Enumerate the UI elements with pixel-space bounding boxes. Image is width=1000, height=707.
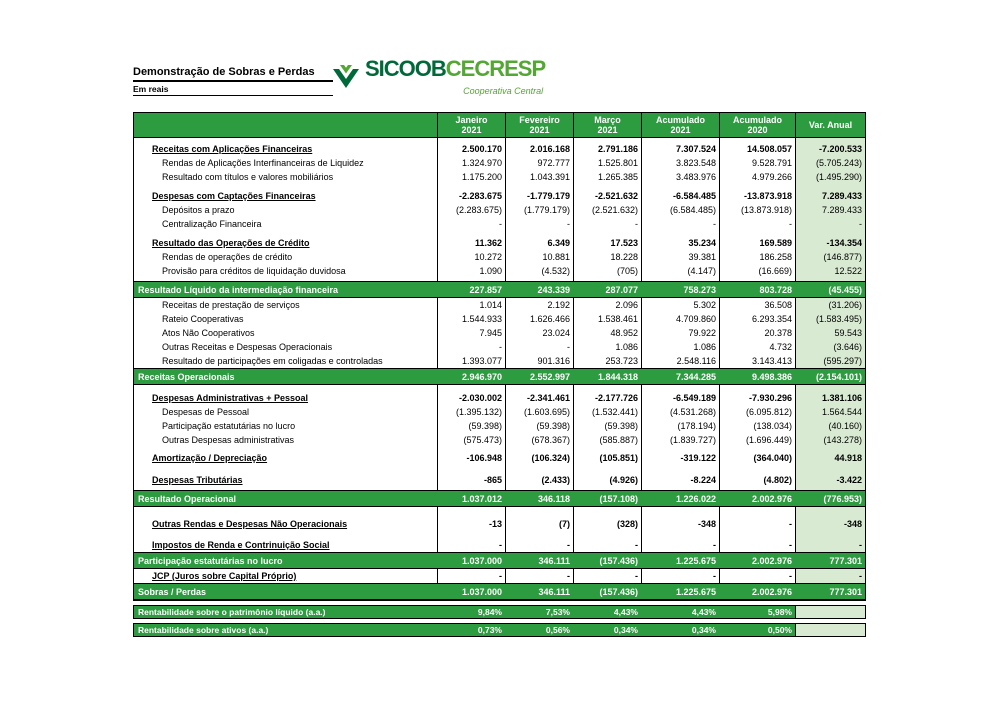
row-label: Amortização / Depreciação bbox=[152, 453, 268, 463]
cell: (157.436) bbox=[599, 587, 638, 597]
cell: 2.548.116 bbox=[641, 354, 719, 368]
cell: 0,34% bbox=[691, 625, 716, 635]
header-empty-cell bbox=[134, 113, 437, 137]
cell: 2.552.997 bbox=[529, 372, 570, 382]
cell bbox=[505, 487, 573, 490]
section-row bbox=[134, 538, 865, 552]
row-label: JCP (Juros sobre Capital Próprio) bbox=[152, 571, 297, 581]
cell bbox=[573, 278, 641, 281]
cell bbox=[641, 531, 719, 538]
cell: 7,53% bbox=[545, 607, 570, 617]
item-row bbox=[134, 264, 865, 278]
cell: (1.603.695) bbox=[505, 405, 573, 419]
cell: 972.777 bbox=[505, 156, 573, 170]
cell: 9.528.791 bbox=[719, 156, 795, 170]
cell: (13.873.918) bbox=[719, 203, 795, 217]
cell: (328) bbox=[573, 517, 641, 531]
band-row bbox=[134, 368, 865, 385]
cell: -6.584.485 bbox=[641, 189, 719, 203]
cell: 3.823.548 bbox=[641, 156, 719, 170]
row-label: Provisão para créditos de liquidação duvidosa bbox=[162, 266, 346, 276]
cell: 36.508 bbox=[719, 298, 795, 312]
row-label: Receitas de prestação de serviços bbox=[162, 300, 300, 310]
cell: 1.037.012 bbox=[461, 494, 502, 504]
cell bbox=[573, 507, 641, 517]
cell: -319.122 bbox=[641, 451, 719, 465]
cell bbox=[505, 278, 573, 281]
cell: 44.918 bbox=[795, 451, 865, 465]
row-label: Rentabilidade sobre ativos (a.a.) bbox=[138, 625, 269, 635]
cell: 777.301 bbox=[829, 587, 862, 597]
cell: 4,43% bbox=[613, 607, 638, 617]
cell: 2.016.168 bbox=[505, 142, 573, 156]
logo-tagline: Cooperativa Central bbox=[463, 86, 544, 96]
cell: - bbox=[437, 217, 505, 231]
cell bbox=[719, 531, 795, 538]
cell: 2.002.976 bbox=[751, 494, 792, 504]
section-row bbox=[134, 451, 865, 465]
cell: 186.258 bbox=[719, 250, 795, 264]
cell: (1.696.449) bbox=[719, 433, 795, 447]
item-row bbox=[134, 312, 865, 326]
cell: (1.583.495) bbox=[795, 312, 865, 326]
cell: 20.378 bbox=[719, 326, 795, 340]
cell bbox=[719, 465, 795, 473]
cell: - bbox=[505, 569, 573, 583]
row-label bbox=[134, 531, 437, 538]
cell: -13.873.918 bbox=[719, 189, 795, 203]
cell bbox=[795, 531, 865, 538]
cell: (776.953) bbox=[823, 494, 862, 504]
cell: (5.705.243) bbox=[795, 156, 865, 170]
item-row bbox=[134, 217, 865, 231]
cell: 1.265.385 bbox=[573, 170, 641, 184]
cell: 39.381 bbox=[641, 250, 719, 264]
cell: (106.324) bbox=[505, 451, 573, 465]
cell: (59.398) bbox=[505, 419, 573, 433]
cell: 10.881 bbox=[505, 250, 573, 264]
row-label: Rendas de operações de crédito bbox=[162, 252, 293, 262]
cell: (1.779.179) bbox=[505, 203, 573, 217]
cell: 901.316 bbox=[505, 354, 573, 368]
cell: - bbox=[437, 538, 505, 552]
cell: (2.154.101) bbox=[815, 372, 862, 382]
spacer-row bbox=[134, 507, 865, 517]
cell: 1.226.022 bbox=[675, 494, 716, 504]
row-label: Participação estatutárias no lucro bbox=[162, 421, 296, 431]
cell: (2.283.675) bbox=[437, 203, 505, 217]
cell: 5.302 bbox=[641, 298, 719, 312]
ratio-row bbox=[133, 623, 866, 637]
cell: 7.307.524 bbox=[641, 142, 719, 156]
page-subtitle: Em reais bbox=[133, 82, 333, 96]
cell: 3.483.976 bbox=[641, 170, 719, 184]
cell: (585.887) bbox=[573, 433, 641, 447]
cell: (4.532) bbox=[505, 264, 573, 278]
cell: 4.979.266 bbox=[719, 170, 795, 184]
column-header: Janeiro 2021 bbox=[437, 113, 505, 137]
cell: (178.194) bbox=[641, 419, 719, 433]
cell: (45.455) bbox=[828, 285, 862, 295]
band-row bbox=[134, 583, 865, 600]
logo-wordmark bbox=[365, 58, 545, 102]
item-row bbox=[134, 250, 865, 264]
cell: (59.398) bbox=[573, 419, 641, 433]
cell: 7.289.433 bbox=[795, 203, 865, 217]
cell: 0,34% bbox=[613, 625, 638, 635]
cell: 1.086 bbox=[573, 340, 641, 354]
cell: - bbox=[719, 538, 795, 552]
cell: 7.289.433 bbox=[795, 189, 865, 203]
item-row bbox=[134, 354, 865, 368]
table-header-row bbox=[134, 113, 865, 138]
cell: 5,98% bbox=[767, 607, 792, 617]
cell: -348 bbox=[795, 517, 865, 531]
column-header: Acumulado 2020 bbox=[719, 113, 795, 137]
spacer-row bbox=[134, 278, 865, 281]
cell: -106.948 bbox=[437, 451, 505, 465]
cell: (2.521.632) bbox=[573, 203, 641, 217]
row-label: Impostos de Renda e Contrinuição Social bbox=[152, 540, 330, 550]
band-row bbox=[134, 490, 865, 507]
cell: 1.538.461 bbox=[573, 312, 641, 326]
cell: 1.014 bbox=[437, 298, 505, 312]
row-label bbox=[134, 278, 437, 281]
cell bbox=[795, 487, 865, 490]
cell: 2.946.970 bbox=[461, 372, 502, 382]
row-label: Atos Não Cooperativos bbox=[162, 328, 255, 338]
cell: -2.521.632 bbox=[573, 189, 641, 203]
cell: - bbox=[505, 538, 573, 552]
band-row bbox=[134, 552, 865, 569]
cell: 2.002.976 bbox=[751, 587, 792, 597]
cell: - bbox=[719, 517, 795, 531]
item-row bbox=[134, 340, 865, 354]
cell: 1.225.675 bbox=[675, 587, 716, 597]
cell: (1.395.132) bbox=[437, 405, 505, 419]
ratio-row bbox=[133, 605, 866, 619]
cell: -6.549.189 bbox=[641, 391, 719, 405]
cell bbox=[437, 278, 505, 281]
band-row bbox=[134, 281, 865, 298]
row-label: Sobras / Perdas bbox=[138, 587, 207, 597]
cell bbox=[573, 531, 641, 538]
cell: (575.473) bbox=[437, 433, 505, 447]
spacer-row bbox=[134, 487, 865, 490]
cell: - bbox=[573, 217, 641, 231]
cell: - bbox=[641, 569, 719, 583]
cell: -13 bbox=[437, 517, 505, 531]
cell: 1.037.000 bbox=[461, 587, 502, 597]
row-label: Despesas Tributárias bbox=[152, 475, 243, 485]
cell: - bbox=[505, 217, 573, 231]
financial-statement-table bbox=[133, 112, 866, 637]
cell: 169.589 bbox=[719, 236, 795, 250]
cell: (7) bbox=[505, 517, 573, 531]
item-row bbox=[134, 203, 865, 217]
cell: 9,84% bbox=[477, 607, 502, 617]
cell: 346.111 bbox=[538, 556, 570, 566]
cell: 1.844.318 bbox=[597, 372, 638, 382]
cell: - bbox=[795, 538, 865, 552]
item-row bbox=[134, 433, 865, 447]
row-label: Despesas de Pessoal bbox=[162, 407, 250, 417]
cell: 1.086 bbox=[641, 340, 719, 354]
table-body bbox=[133, 112, 866, 601]
sicoob-logo-mark-icon bbox=[331, 64, 361, 90]
cell: 0,56% bbox=[545, 625, 570, 635]
cell: 18.228 bbox=[573, 250, 641, 264]
cell: - bbox=[719, 569, 795, 583]
cell: 79.922 bbox=[641, 326, 719, 340]
row-label: Despesas com Captações Financeiras bbox=[152, 191, 316, 201]
cell bbox=[505, 507, 573, 517]
cell: -7.200.533 bbox=[795, 142, 865, 156]
cell: 1.037.000 bbox=[461, 556, 502, 566]
cell: - bbox=[437, 569, 505, 583]
cell: 2.500.170 bbox=[437, 142, 505, 156]
cell: -2.030.002 bbox=[437, 391, 505, 405]
row-label bbox=[134, 507, 437, 517]
cell: 1.525.801 bbox=[573, 156, 641, 170]
cell: 9.498.386 bbox=[751, 372, 792, 382]
cell: (3.646) bbox=[795, 340, 865, 354]
item-row bbox=[134, 156, 865, 170]
cell: 2.791.186 bbox=[573, 142, 641, 156]
cell: - bbox=[795, 217, 865, 231]
cell: 4.732 bbox=[719, 340, 795, 354]
cell bbox=[719, 278, 795, 281]
cell bbox=[437, 465, 505, 473]
cell: 6.293.354 bbox=[719, 312, 795, 326]
cell: 35.234 bbox=[641, 236, 719, 250]
row-label: Receitas Operacionais bbox=[138, 372, 235, 382]
cell: 4.709.860 bbox=[641, 312, 719, 326]
row-label: Rateio Cooperativas bbox=[162, 314, 244, 324]
section-row bbox=[134, 517, 865, 531]
cell: (4.926) bbox=[573, 473, 641, 487]
row-label: Despesas Administrativas + Pessoal bbox=[152, 393, 308, 403]
cell: (2.433) bbox=[505, 473, 573, 487]
cell: 1.175.200 bbox=[437, 170, 505, 184]
cell: 1.225.675 bbox=[675, 556, 716, 566]
cell: 6.349 bbox=[505, 236, 573, 250]
cell: 59.543 bbox=[795, 326, 865, 340]
cell: -2.283.675 bbox=[437, 189, 505, 203]
cell: (157.108) bbox=[599, 494, 638, 504]
cell bbox=[719, 487, 795, 490]
section-row bbox=[134, 391, 865, 405]
cell: 1.090 bbox=[437, 264, 505, 278]
cell: 0,50% bbox=[767, 625, 792, 635]
cell: 346.118 bbox=[537, 494, 570, 504]
sicoob-wordmark: SICOOB bbox=[365, 56, 446, 81]
cell: 4,43% bbox=[691, 607, 716, 617]
cell: 1.324.970 bbox=[437, 156, 505, 170]
cell bbox=[437, 531, 505, 538]
cell: (364.040) bbox=[719, 451, 795, 465]
cell: (157.436) bbox=[599, 556, 638, 566]
cell: (40.160) bbox=[795, 419, 865, 433]
cell: 7.945 bbox=[437, 326, 505, 340]
cell bbox=[795, 606, 865, 618]
cell bbox=[719, 507, 795, 517]
row-label: Outras Receitas e Despesas Operacionais bbox=[162, 342, 333, 352]
cell: -348 bbox=[641, 517, 719, 531]
cell: (31.206) bbox=[795, 298, 865, 312]
cell: 346.111 bbox=[538, 587, 570, 597]
row-label: Receitas com Aplicações Financeiras bbox=[152, 144, 313, 154]
cell: 1.544.933 bbox=[437, 312, 505, 326]
cell: - bbox=[505, 340, 573, 354]
cell: (1.532.441) bbox=[573, 405, 641, 419]
row-label bbox=[134, 487, 437, 490]
row-label: Resultado das Operações de Crédito bbox=[152, 238, 310, 248]
column-header: Var. Anual bbox=[795, 113, 865, 137]
cell: 243.339 bbox=[537, 285, 570, 295]
cell: - bbox=[437, 340, 505, 354]
cell: (138.034) bbox=[719, 419, 795, 433]
cell: 253.723 bbox=[573, 354, 641, 368]
row-label: Outras Rendas e Despesas Não Operacionais bbox=[152, 519, 348, 529]
cell: (59.398) bbox=[437, 419, 505, 433]
cell: (4.802) bbox=[719, 473, 795, 487]
cell: 3.143.413 bbox=[719, 354, 795, 368]
cell: 1.626.466 bbox=[505, 312, 573, 326]
page-title: Demonstração de Sobras e Perdas bbox=[133, 66, 333, 82]
cell: 17.523 bbox=[573, 236, 641, 250]
cell: -8.224 bbox=[641, 473, 719, 487]
row-label: Resultado Líquido da intermediação financeira bbox=[138, 285, 339, 295]
cell: - bbox=[795, 569, 865, 583]
item-row bbox=[134, 419, 865, 433]
cell: 48.952 bbox=[573, 326, 641, 340]
row-label: Depósitos a prazo bbox=[162, 205, 235, 215]
cell: 14.508.057 bbox=[719, 142, 795, 156]
cell bbox=[573, 487, 641, 490]
cell: - bbox=[573, 538, 641, 552]
row-label: Centralização Financeira bbox=[162, 219, 262, 229]
cell bbox=[641, 278, 719, 281]
cell: (16.669) bbox=[719, 264, 795, 278]
cell: (143.278) bbox=[795, 433, 865, 447]
column-header: Acumulado 2021 bbox=[641, 113, 719, 137]
cell bbox=[505, 531, 573, 538]
cell: 803.728 bbox=[759, 285, 792, 295]
cell: -2.177.726 bbox=[573, 391, 641, 405]
logo bbox=[331, 58, 545, 102]
cell: (105.851) bbox=[573, 451, 641, 465]
item-row bbox=[134, 326, 865, 340]
row-label: Rendas de Aplicações Interfinanceiras de Liquidez bbox=[162, 158, 364, 168]
cell: -3.422 bbox=[795, 473, 865, 487]
cell bbox=[795, 465, 865, 473]
cell: 11.362 bbox=[437, 236, 505, 250]
cell: (678.367) bbox=[505, 433, 573, 447]
cell: - bbox=[573, 569, 641, 583]
cell bbox=[795, 624, 865, 636]
column-header: Março 2021 bbox=[573, 113, 641, 137]
cecresp-wordmark: CECRESP bbox=[445, 56, 546, 81]
section-row bbox=[134, 189, 865, 203]
cell bbox=[437, 507, 505, 517]
cell bbox=[641, 487, 719, 490]
cell: - bbox=[719, 217, 795, 231]
row-label: Resultado Operacional bbox=[138, 494, 237, 504]
cell: (4.147) bbox=[641, 264, 719, 278]
cell bbox=[641, 507, 719, 517]
spacer-row bbox=[134, 531, 865, 538]
cell: 10.272 bbox=[437, 250, 505, 264]
column-header: Fevereiro 2021 bbox=[505, 113, 573, 137]
cell bbox=[641, 465, 719, 473]
cell bbox=[573, 465, 641, 473]
cell: - bbox=[641, 538, 719, 552]
cell: 287.077 bbox=[605, 285, 638, 295]
section-row bbox=[134, 236, 865, 250]
cell: 227.857 bbox=[469, 285, 502, 295]
cell: 2.096 bbox=[573, 298, 641, 312]
cell: (595.297) bbox=[795, 354, 865, 368]
cell: 1.564.544 bbox=[795, 405, 865, 419]
cell: 1.393.077 bbox=[437, 354, 505, 368]
cell bbox=[437, 487, 505, 490]
item-row bbox=[134, 170, 865, 184]
cell: -865 bbox=[437, 473, 505, 487]
cell: 1.043.391 bbox=[505, 170, 573, 184]
spacer-row bbox=[134, 465, 865, 473]
cell: 12.522 bbox=[795, 264, 865, 278]
item-row bbox=[134, 298, 865, 312]
row-label: Resultado de participações em coligadas e controladas bbox=[162, 356, 383, 366]
cell: (1.839.727) bbox=[641, 433, 719, 447]
cell: 2.192 bbox=[505, 298, 573, 312]
cell: (705) bbox=[573, 264, 641, 278]
cell: 7.344.285 bbox=[675, 372, 716, 382]
row-label: Participação estatutárias no lucro bbox=[138, 556, 283, 566]
row-label: Resultado com títulos e valores mobiliários bbox=[162, 172, 334, 182]
row-label bbox=[134, 465, 437, 473]
report-title-block bbox=[133, 66, 333, 96]
cell: - bbox=[641, 217, 719, 231]
row-label: Outras Despesas administrativas bbox=[162, 435, 295, 445]
cell: (4.531.268) bbox=[641, 405, 719, 419]
section-row bbox=[134, 569, 865, 583]
cell bbox=[795, 278, 865, 281]
cell bbox=[795, 507, 865, 517]
cell: (1.495.290) bbox=[795, 170, 865, 184]
cell: -1.779.179 bbox=[505, 189, 573, 203]
cell bbox=[505, 465, 573, 473]
cell: (146.877) bbox=[795, 250, 865, 264]
cell: -2.341.461 bbox=[505, 391, 573, 405]
cell: 23.024 bbox=[505, 326, 573, 340]
cell: 777.301 bbox=[829, 556, 862, 566]
cell: -7.930.296 bbox=[719, 391, 795, 405]
section-row bbox=[134, 142, 865, 156]
cell: 0,73% bbox=[477, 625, 502, 635]
cell: -134.354 bbox=[795, 236, 865, 250]
section-row bbox=[134, 473, 865, 487]
item-row bbox=[134, 405, 865, 419]
row-label: Rentabilidade sobre o patrimônio líquido (a.a.) bbox=[138, 607, 326, 617]
cell: 758.273 bbox=[683, 285, 716, 295]
cell: (6.584.485) bbox=[641, 203, 719, 217]
cell: 1.381.106 bbox=[795, 391, 865, 405]
cell: (6.095.812) bbox=[719, 405, 795, 419]
cell: 2.002.976 bbox=[751, 556, 792, 566]
